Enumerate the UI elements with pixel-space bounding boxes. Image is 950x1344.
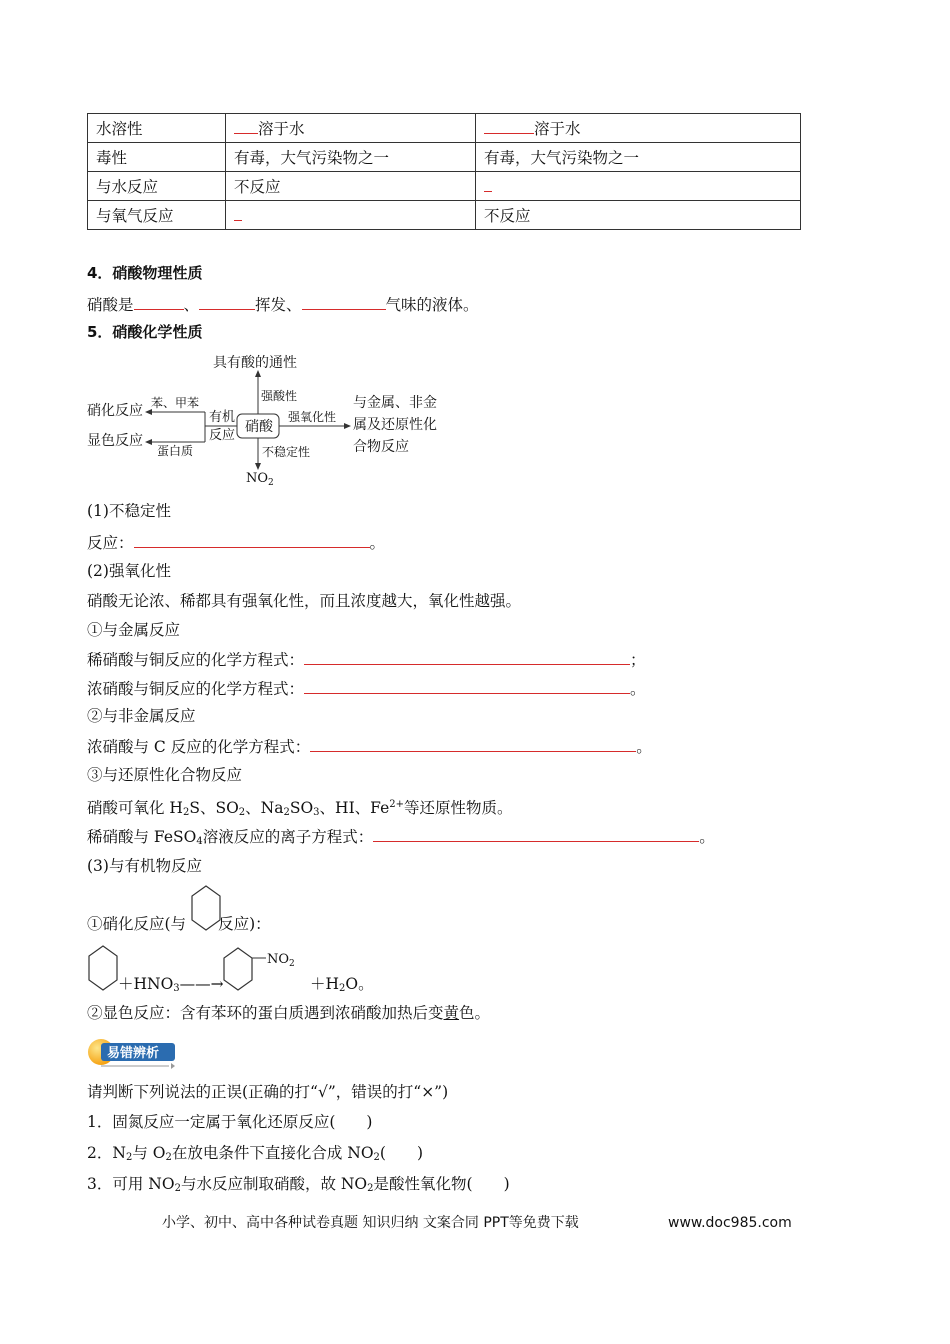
answer-blank[interactable] <box>304 678 630 694</box>
row-label: 与水反应 <box>88 172 226 201</box>
answer-blank[interactable] <box>484 118 534 134</box>
table-row <box>88 114 801 143</box>
paragraph: 硝酸是 、 挥发、 气味的液体。 <box>87 296 479 314</box>
paragraph: 浓硝酸与铜反应的化学方程式： 。 <box>87 680 646 698</box>
cell-text: 不反应 <box>226 172 476 201</box>
oxidizing-label: 强氧化性 <box>288 410 337 424</box>
svg-text:有机: 有机 <box>209 410 236 425</box>
paragraph: 浓硝酸与 C 反应的化学方程式： 。 <box>87 738 652 756</box>
quiz-intro: 请判断下列说法的正误(正确的打“√”，错误的打“×”) <box>87 1083 449 1101</box>
top-label: 具有酸的通性 <box>213 355 297 371</box>
equation-text: $+HNO_3——\to$ <box>118 975 224 994</box>
subsection-heading: (3)与有机物反应 <box>87 857 202 875</box>
quiz-item: 2．$N_2$与 $O_2$在放电条件下直接化合成 $NO_2$( ) <box>87 1144 424 1163</box>
svg-text:易错辨析: 易错辨析 <box>107 1046 160 1061</box>
paragraph: ①硝化反应(与 反应)： <box>87 915 271 933</box>
cell-text: 有毒，大气污染物之一 <box>226 143 476 172</box>
paragraph: 稀硝酸与 FeSO$_4$溶液反应的离子方程式： 。 <box>87 828 715 847</box>
answer-blank[interactable] <box>310 736 636 752</box>
section-heading: 4．硝酸物理性质 <box>87 264 203 282</box>
svg-text:反应: 反应 <box>209 428 236 443</box>
answer-blank[interactable] <box>302 294 386 310</box>
center-label: 硝酸 <box>245 419 273 435</box>
row-label: 毒性 <box>88 143 226 172</box>
acid-label: 强酸性 <box>261 389 298 403</box>
nitric-acid-properties-diagram <box>85 350 465 490</box>
item-heading: ②与非金属反应 <box>87 707 196 725</box>
footer-text: 小学、初中、高中各种试卷真题 知识归纳 文案合同 PPT等免费下载 <box>162 1215 579 1231</box>
cell-text: 溶于水 <box>534 120 581 138</box>
answer-blank[interactable] <box>234 118 258 134</box>
paragraph: 硝酸可氧化 $H_2S$、$SO_2$、$Na_2SO_3$、HI、$Fe^{2+}$等还原性物质。 <box>87 799 513 818</box>
paragraph: 稀硝酸与铜反应的化学方程式： ； <box>87 651 646 669</box>
table-row <box>88 143 801 172</box>
svg-text:NO2: $NO_2$ <box>267 952 295 969</box>
cell-text: 有毒，大气污染物之一 <box>476 143 801 172</box>
cell-text: 溶于水 <box>258 120 305 138</box>
answer-blank[interactable] <box>199 294 255 310</box>
answer-blank[interactable] <box>234 205 242 221</box>
answer-blank[interactable] <box>304 649 630 665</box>
protein-label: 蛋白质 <box>157 444 194 458</box>
row-label: 水溶性 <box>88 114 226 143</box>
benzene-ring-icon <box>87 944 119 994</box>
unstable-label: 不稳定性 <box>262 445 311 459</box>
nitration-label: 硝化反应 <box>87 403 143 419</box>
paragraph: 反应： 。 <box>87 534 386 552</box>
footer-url[interactable]: www.doc985.com <box>668 1215 792 1231</box>
answer-blank[interactable] <box>134 294 184 310</box>
item-heading: ③与还原性化合物反应 <box>87 766 243 784</box>
benzene-label: 苯、甲苯 <box>151 396 200 410</box>
properties-table <box>87 113 801 230</box>
cell-text: 不反应 <box>476 201 801 230</box>
benzene-ring-icon <box>190 884 222 934</box>
quiz-item: 1．固氮反应一定属于氧化还原反应( ) <box>87 1113 373 1131</box>
answer-blank[interactable] <box>484 176 492 192</box>
answer-blank[interactable] <box>134 532 370 548</box>
item-heading: ①与金属反应 <box>87 621 181 639</box>
color-reaction-label: 显色反应 <box>87 433 143 449</box>
equation-text: $+H_2O$。 <box>310 975 374 994</box>
nitrobenzene-icon <box>222 944 302 994</box>
table-row <box>88 172 801 201</box>
subsection-heading: (2)强氧化性 <box>87 562 171 580</box>
no2-label: $NO_2$ <box>246 471 274 488</box>
svg-text:与金属、非金: 与金属、非金 <box>353 395 437 411</box>
paragraph: ②显色反应：含有苯环的蛋白质遇到浓硝酸加热后变黄色。 <box>87 1004 491 1022</box>
svg-text:合物反应: 合物反应 <box>353 439 409 455</box>
section-heading: 5．硝酸化学性质 <box>87 323 203 341</box>
row-label: 与氧气反应 <box>88 201 226 230</box>
table-row <box>88 201 801 230</box>
answer-blank[interactable] <box>373 826 699 842</box>
error-analysis-badge <box>87 1036 179 1070</box>
svg-text:属及还原性化: 属及还原性化 <box>353 417 437 433</box>
subsection-heading: (1)不稳定性 <box>87 502 171 520</box>
quiz-item: 3．可用 $NO_2$与水反应制取硝酸，故 $NO_2$是酸性氧化物( ) <box>87 1175 510 1194</box>
paragraph: 硝酸无论浓、稀都具有强氧化性，而且浓度越大，氧化性越强。 <box>87 592 522 610</box>
